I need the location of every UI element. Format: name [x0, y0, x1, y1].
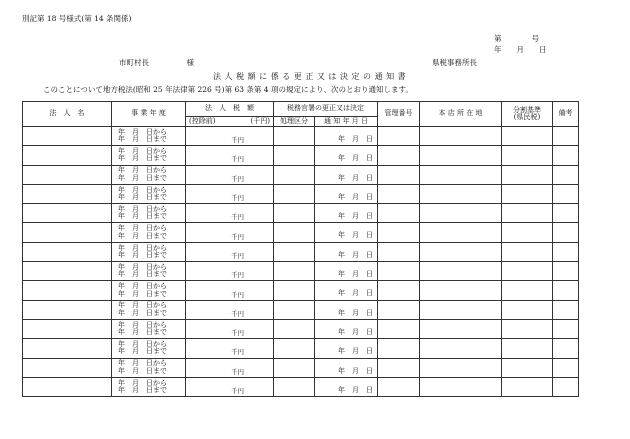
unit-label: 千円: [231, 155, 244, 164]
apportion-cell[interactable]: [502, 223, 553, 242]
unit-label: 千円: [231, 194, 244, 203]
apportion-cell[interactable]: [502, 127, 553, 146]
fiscal-year-cell[interactable]: [112, 223, 186, 242]
head-office-cell[interactable]: [420, 184, 502, 203]
remarks-cell[interactable]: [553, 377, 579, 396]
tax-amount-cell[interactable]: [186, 339, 274, 358]
tax-amount-cell[interactable]: [186, 146, 274, 165]
notice-date-cell[interactable]: 年 月 日: [315, 377, 378, 396]
corp-name-cell[interactable]: [23, 242, 112, 261]
corp-name-cell[interactable]: [23, 339, 112, 358]
notice-table: [22, 101, 579, 397]
unit-label: 千円: [231, 329, 244, 338]
period-to: 年 月 日まで: [118, 270, 167, 279]
head-office-cell[interactable]: [420, 300, 502, 319]
period-from: 年 月 日から: [118, 166, 167, 175]
remarks-cell[interactable]: [553, 127, 579, 146]
corp-name-cell[interactable]: [23, 146, 112, 165]
header-division: 処理区分: [274, 117, 315, 127]
form-style-label: 別記第 18 号様式(第 14 条関係): [22, 14, 132, 23]
remarks-cell[interactable]: [553, 300, 579, 319]
header-remarks: 備考: [553, 102, 579, 127]
head-office-cell[interactable]: [420, 146, 502, 165]
apportion-cell[interactable]: [502, 146, 553, 165]
fiscal-year-cell[interactable]: [112, 339, 186, 358]
division-cell[interactable]: [274, 184, 315, 203]
apportion-cell[interactable]: [502, 165, 553, 184]
period-from: 年 月 日から: [118, 243, 167, 252]
division-cell[interactable]: [274, 262, 315, 281]
notice-number-line: 第 号: [494, 34, 539, 43]
period-to: 年 月 日まで: [118, 289, 167, 298]
division-cell[interactable]: [274, 223, 315, 242]
apportion-cell[interactable]: [502, 242, 553, 261]
header-tax-unit: (千円): [250, 116, 270, 125]
notice-date-cell[interactable]: 年 月 日: [315, 127, 378, 146]
notice-date-cell[interactable]: 年 月 日: [315, 281, 378, 300]
mgmt-no-cell[interactable]: [378, 146, 420, 165]
period-from: 年 月 日から: [118, 359, 167, 368]
period-from: 年 月 日から: [118, 320, 167, 329]
notice-date-cell[interactable]: 年 月 日: [315, 358, 378, 377]
apportion-cell[interactable]: [502, 281, 553, 300]
header-tax-sub: [186, 117, 274, 127]
corp-name-cell[interactable]: [23, 262, 112, 281]
division-cell[interactable]: [274, 165, 315, 184]
table-row: [23, 127, 579, 146]
apportion-cell[interactable]: [502, 319, 553, 338]
head-office-cell[interactable]: [420, 165, 502, 184]
tax-amount-cell[interactable]: [186, 242, 274, 261]
unit-label: 千円: [231, 232, 244, 241]
division-cell[interactable]: [274, 146, 315, 165]
mgmt-no-cell[interactable]: [378, 165, 420, 184]
unit-label: 千円: [231, 367, 244, 376]
unit-label: 千円: [231, 213, 244, 222]
notice-date-cell[interactable]: 年 月 日: [315, 223, 378, 242]
fiscal-year-cell[interactable]: [112, 204, 186, 223]
period-to: 年 月 日まで: [118, 308, 167, 317]
header-head-office: 本 店 所 在 地: [420, 102, 502, 127]
fiscal-year-cell[interactable]: [112, 377, 186, 396]
apportion-cell[interactable]: [502, 184, 553, 203]
head-office-cell[interactable]: [420, 127, 502, 146]
document-title: 法 人 税 額 に 係 る 更 正 又 は 決 定 の 通 知 書: [213, 72, 407, 81]
header-mgmt-no: 管理番号: [378, 102, 420, 127]
table-row: [23, 165, 579, 184]
header-revision: 税務官署の更正又は決定: [274, 102, 378, 117]
header-tax-amount: 法 人 税 額: [186, 102, 274, 117]
table-row: [23, 358, 579, 377]
tax-amount-cell[interactable]: [186, 358, 274, 377]
period-from: 年 月 日から: [118, 340, 167, 349]
apportion-cell[interactable]: [502, 339, 553, 358]
sender: 県税事務所長: [432, 58, 477, 67]
corp-name-cell[interactable]: [23, 184, 112, 203]
corp-name-cell[interactable]: [23, 281, 112, 300]
table-row: [23, 146, 579, 165]
division-cell[interactable]: [274, 127, 315, 146]
remarks-cell[interactable]: [553, 358, 579, 377]
mgmt-no-cell[interactable]: [378, 184, 420, 203]
mgmt-no-cell[interactable]: [378, 262, 420, 281]
tax-amount-cell[interactable]: [186, 262, 274, 281]
mgmt-no-cell[interactable]: [378, 339, 420, 358]
period-to: 年 月 日まで: [118, 328, 167, 337]
tax-amount-cell[interactable]: [186, 319, 274, 338]
fiscal-year-cell[interactable]: [112, 358, 186, 377]
notice-date-cell[interactable]: 年 月 日: [315, 242, 378, 261]
corp-name-cell[interactable]: [23, 127, 112, 146]
body-text: このことについて地方税法(昭和 25 年法律第 226 号)第 63 条第 4 項の規定により、次のとおり通知します。: [43, 85, 413, 94]
fiscal-year-cell[interactable]: [112, 319, 186, 338]
table-row: [23, 281, 579, 300]
fiscal-year-cell[interactable]: [112, 165, 186, 184]
mgmt-no-cell[interactable]: [378, 127, 420, 146]
notice-date-cell[interactable]: 年 月 日: [315, 165, 378, 184]
tax-amount-cell[interactable]: [186, 127, 274, 146]
period-from: 年 月 日から: [118, 301, 167, 310]
division-cell[interactable]: [274, 300, 315, 319]
head-office-cell[interactable]: [420, 204, 502, 223]
header-fiscal-year: 事 業 年 度: [112, 102, 186, 127]
remarks-cell[interactable]: [553, 319, 579, 338]
division-cell[interactable]: [274, 339, 315, 358]
apportion-cell[interactable]: [502, 300, 553, 319]
head-office-cell[interactable]: [420, 377, 502, 396]
period-from: 年 月 日から: [118, 185, 167, 194]
notice-date-cell[interactable]: 年 月 日: [315, 262, 378, 281]
remarks-cell[interactable]: [553, 242, 579, 261]
fiscal-year-cell[interactable]: [112, 146, 186, 165]
period-from: 年 月 日から: [118, 147, 167, 156]
period-to: 年 月 日まで: [118, 347, 167, 356]
mgmt-no-cell[interactable]: [378, 377, 420, 396]
period-from: 年 月 日から: [118, 224, 167, 233]
header-tax-before-deduction: (控除前): [189, 116, 216, 125]
remarks-cell[interactable]: [553, 146, 579, 165]
period-from: 年 月 日から: [118, 127, 167, 136]
header-apportion-sub: (県民税): [513, 113, 541, 121]
head-office-cell[interactable]: [420, 358, 502, 377]
header-notice-date: 通 知 年 月 日: [315, 117, 378, 127]
division-cell[interactable]: [274, 204, 315, 223]
unit-label: 千円: [231, 348, 244, 357]
remarks-cell[interactable]: [553, 262, 579, 281]
apportion-cell[interactable]: [502, 204, 553, 223]
period-from: 年 月 日から: [118, 282, 167, 291]
tax-amount-cell[interactable]: [186, 300, 274, 319]
remarks-cell[interactable]: [553, 204, 579, 223]
division-cell[interactable]: [274, 281, 315, 300]
mgmt-no-cell[interactable]: [378, 281, 420, 300]
unit-label: 千円: [231, 387, 244, 395]
mgmt-no-cell[interactable]: [378, 358, 420, 377]
unit-label: 千円: [231, 271, 244, 280]
notice-date-cell[interactable]: 年 月 日: [315, 300, 378, 319]
header-apportion: [502, 102, 553, 127]
tax-amount-cell[interactable]: [186, 281, 274, 300]
period-to: 年 月 日まで: [118, 366, 167, 375]
period-from: 年 月 日から: [118, 262, 167, 271]
mgmt-no-cell[interactable]: [378, 242, 420, 261]
tax-amount-cell[interactable]: [186, 377, 274, 396]
table-row: [23, 300, 579, 319]
table-row: [23, 184, 579, 203]
fiscal-year-cell[interactable]: [112, 184, 186, 203]
head-office-cell[interactable]: [420, 223, 502, 242]
mgmt-no-cell[interactable]: [378, 204, 420, 223]
mgmt-no-cell[interactable]: [378, 300, 420, 319]
fiscal-year-cell[interactable]: [112, 281, 186, 300]
period-from: 年 月 日から: [118, 378, 167, 387]
notice-date-cell[interactable]: 年 月 日: [315, 339, 378, 358]
fiscal-year-cell[interactable]: [112, 242, 186, 261]
table-row: [23, 319, 579, 338]
header-apportion-label: 分割基準: [513, 105, 541, 114]
unit-label: 千円: [231, 174, 244, 183]
tax-amount-cell[interactable]: [186, 204, 274, 223]
unit-label: 千円: [231, 290, 244, 299]
head-office-cell[interactable]: [420, 319, 502, 338]
remarks-cell[interactable]: [553, 281, 579, 300]
tax-amount-cell[interactable]: [186, 223, 274, 242]
notice-date-line: 年 月 日: [494, 45, 547, 54]
corp-name-cell[interactable]: [23, 358, 112, 377]
corp-name-cell[interactable]: [23, 319, 112, 338]
period-to: 年 月 日まで: [118, 154, 167, 163]
division-cell[interactable]: [274, 319, 315, 338]
fiscal-year-cell[interactable]: [112, 262, 186, 281]
notice-date-cell[interactable]: 年 月 日: [315, 319, 378, 338]
division-cell[interactable]: [274, 377, 315, 396]
head-office-cell[interactable]: [420, 339, 502, 358]
table-row: [23, 242, 579, 261]
apportion-cell[interactable]: [502, 262, 553, 281]
table-row: [23, 339, 579, 358]
division-cell[interactable]: [274, 242, 315, 261]
unit-label: 千円: [231, 136, 244, 145]
period-from: 年 月 日から: [118, 204, 167, 213]
head-office-cell[interactable]: [420, 242, 502, 261]
notice-date-cell[interactable]: 年 月 日: [315, 146, 378, 165]
period-to: 年 月 日まで: [118, 212, 167, 221]
table-row: [23, 204, 579, 223]
unit-label: 千円: [231, 251, 244, 260]
corp-name-cell[interactable]: [23, 204, 112, 223]
corp-name-cell[interactable]: [23, 165, 112, 184]
head-office-cell[interactable]: [420, 262, 502, 281]
period-to: 年 月 日まで: [118, 386, 167, 394]
remarks-cell[interactable]: [553, 165, 579, 184]
period-to: 年 月 日まで: [118, 135, 167, 144]
remarks-cell[interactable]: [553, 184, 579, 203]
period-to: 年 月 日まで: [118, 193, 167, 202]
addressee: 市町村長 様: [119, 58, 194, 67]
remarks-cell[interactable]: [553, 339, 579, 358]
tax-amount-cell[interactable]: [186, 165, 274, 184]
fiscal-year-cell[interactable]: [112, 300, 186, 319]
mgmt-no-cell[interactable]: [378, 319, 420, 338]
header-corp-name: 法 人 名: [23, 102, 112, 127]
period-to: 年 月 日まで: [118, 173, 167, 182]
remarks-cell[interactable]: [553, 223, 579, 242]
mgmt-no-cell[interactable]: [378, 223, 420, 242]
table-row: [23, 377, 579, 396]
table-row: [23, 262, 579, 281]
corp-name-cell[interactable]: [23, 300, 112, 319]
head-office-cell[interactable]: [420, 281, 502, 300]
notice-date-cell[interactable]: 年 月 日: [315, 204, 378, 223]
fiscal-year-cell[interactable]: [112, 127, 186, 146]
unit-label: 千円: [231, 309, 244, 318]
corp-name-cell[interactable]: [23, 223, 112, 242]
apportion-cell[interactable]: [502, 377, 553, 396]
corp-name-cell[interactable]: [23, 377, 112, 396]
period-to: 年 月 日まで: [118, 250, 167, 259]
division-cell[interactable]: [274, 358, 315, 377]
table-row: [23, 223, 579, 242]
tax-amount-cell[interactable]: [186, 184, 274, 203]
apportion-cell[interactable]: [502, 358, 553, 377]
notice-date-cell[interactable]: 年 月 日: [315, 184, 378, 203]
period-to: 年 月 日まで: [118, 231, 167, 240]
